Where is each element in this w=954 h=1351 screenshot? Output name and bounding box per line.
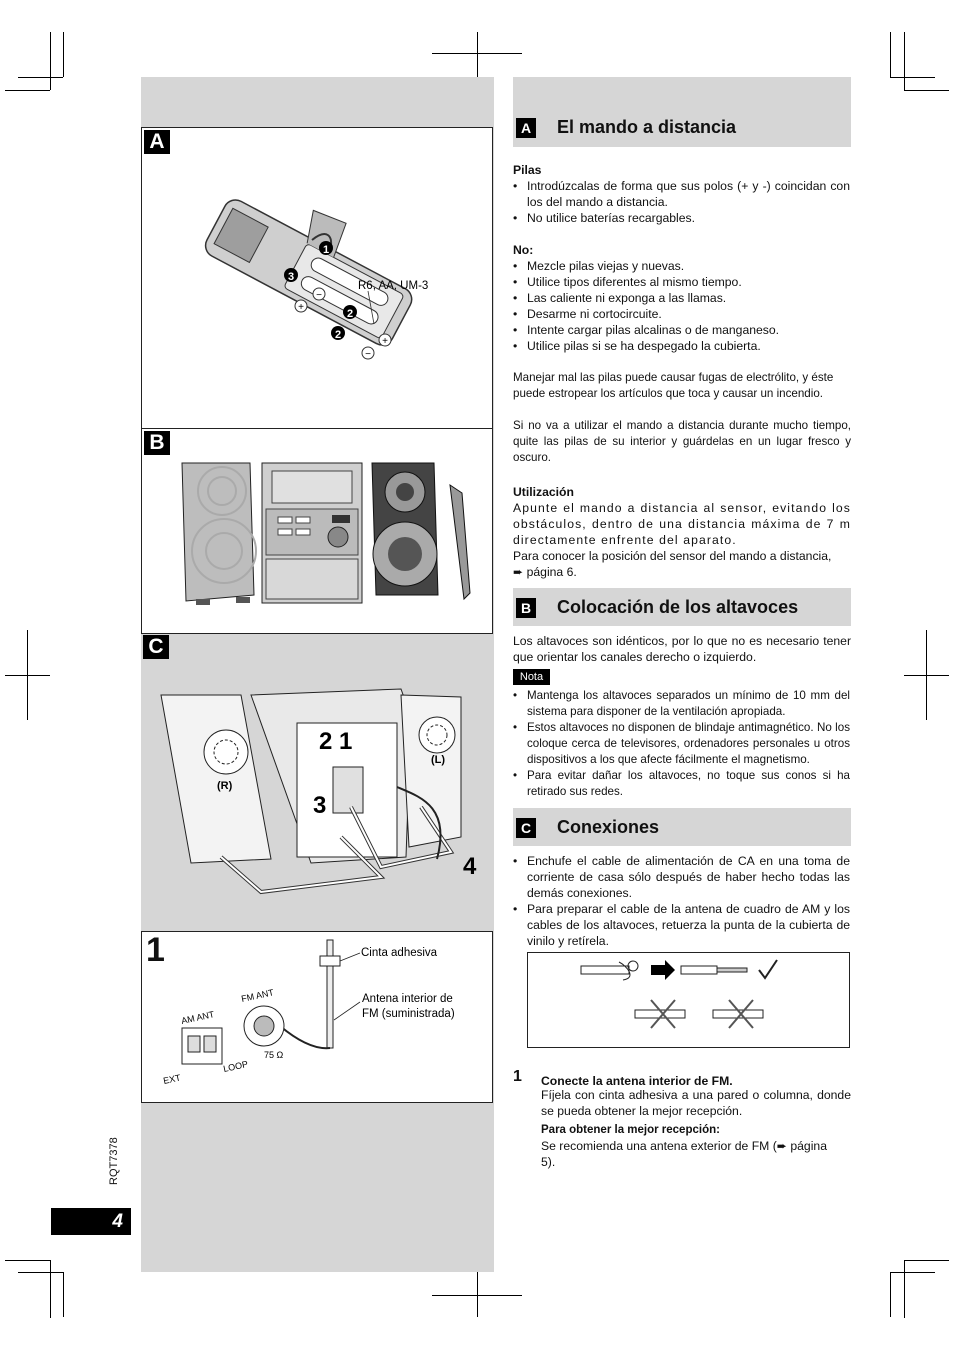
crop-mark — [5, 1260, 50, 1261]
step-numbers-2-1: 2 1 — [319, 728, 353, 755]
wire-stripping-figure — [527, 952, 851, 1049]
list-item: • Mantenga los altavoces separados un mínimo de 10 mm del sistema para disponer de la ventilación apropiada. — [513, 689, 850, 718]
section-tag: A — [516, 118, 536, 138]
step-number: 1 — [322, 244, 330, 256]
section-tag: C — [516, 818, 536, 838]
crop-mark — [50, 1260, 51, 1318]
list-item: • Desarme ni cortocircuite. — [513, 307, 662, 321]
step-text: Fíjela con cinta adhesiva a una pared o columna, donde se pueda obtener la mejor recepción. — [541, 1088, 851, 1118]
arrow-icon: ➨ — [513, 565, 524, 579]
note-tag: Nota — [513, 669, 550, 685]
list-item: • Utilice pilas si se ha despegado la cubierta. — [513, 339, 761, 353]
section-a-header — [513, 77, 851, 147]
figure-step-number: 1 — [146, 931, 165, 969]
figure-b-speakers — [141, 428, 493, 634]
step-number: 3 — [287, 271, 295, 283]
section-c-header — [513, 808, 851, 846]
figure-tag: C — [143, 635, 169, 659]
connections-illustration — [151, 677, 491, 907]
section-b-header — [513, 588, 851, 626]
best-reception-heading: Para obtener la mejor recepción: — [541, 1124, 720, 1136]
remote-control-illustration — [142, 128, 492, 428]
section-tag: B — [516, 598, 536, 618]
ohm-label: 75 Ω — [264, 1050, 284, 1060]
notes-list — [513, 688, 851, 800]
pilas-list — [513, 178, 851, 226]
step-number: 2 — [334, 329, 342, 341]
list-item: • Utilice tipos diferentes al mismo tiempo. — [513, 275, 742, 289]
polarity-minus: − — [316, 290, 322, 301]
usage-heading: Utilización — [513, 485, 574, 499]
list-item: • Las caliente ni exponga a las llamas. — [513, 291, 727, 305]
crop-mark — [477, 32, 478, 77]
speakers-intro: Los altavoces son idénticos, por lo que no es necesario tener que orientar los canales derecho o izquierdo. — [513, 634, 851, 664]
polarity-plus: + — [298, 302, 304, 313]
fm-ant-label: FM ANT — [240, 987, 275, 1004]
section-title: Colocación de los altavoces — [557, 597, 799, 617]
crop-mark — [904, 32, 905, 90]
ext-label: EXT — [162, 1072, 182, 1086]
list-item: • Para preparar el cable de la antena de cuadro de AM y los cables de los altavoces, retuerza la punta de la cubierta de vinilo y retírela. — [513, 902, 850, 948]
figure-step1-fm-antenna — [141, 931, 493, 1103]
antenna-label-line2: FM (suministrada) — [362, 1008, 455, 1020]
figure-tag: B — [144, 431, 170, 455]
arrow-icon: ➨ — [776, 1139, 787, 1153]
list-item: • Estos altavoces no disponen de blindaje antimagnético. No los coloque cerca de televisores, ordenadores personales u otros dispositivos a los que afecte fácilmente el magnetismo. — [513, 721, 850, 766]
battery-warning: Manejar mal las pilas puede causar fugas de electrólito, y éste puede estropear los artículos que toca y causar un incendio. — [513, 371, 834, 400]
antenna-label-line1: Antena interior de — [362, 993, 453, 1005]
crop-mark — [904, 1260, 905, 1318]
crop-mark — [926, 630, 927, 720]
page-reference: página 6. — [526, 565, 577, 579]
list-item: • Enchufe el cable de alimentación de CA en una toma de corriente de casa sólo después de haber hecho todas las demás conexiones. — [513, 854, 850, 900]
section-title: Conexiones — [557, 817, 660, 837]
left-speaker-label: (L) — [431, 754, 446, 766]
best-reception-text: Se recomienda una antena exterior de FM (➨ página 5). — [541, 1139, 827, 1169]
right-speaker-label: (R) — [217, 780, 233, 792]
storage-warning: Si no va a utilizar el mando a distancia durante mucho tiempo, quite las pilas de su interior y guárdelas en un lugar fresco y oscuro. — [513, 419, 851, 464]
figure-column — [141, 77, 494, 1272]
crop-mark — [904, 1260, 949, 1261]
crop-mark — [890, 1272, 891, 1317]
crop-mark — [477, 1272, 478, 1317]
crop-mark — [63, 32, 64, 77]
list-item: • No utilice baterías recargables. — [513, 211, 696, 225]
crop-mark — [27, 630, 28, 720]
usage-text: Apunte el mando a distancia al sensor, evitando los obstáculos, dentro de una distancia máxima de 7 m directamente enfrente del aparato. — [513, 501, 851, 547]
polarity-minus: − — [365, 349, 371, 360]
crop-mark — [18, 77, 63, 78]
crop-mark — [5, 90, 50, 91]
pilas-heading: Pilas — [513, 163, 542, 177]
usage-ref — [513, 564, 577, 580]
list-item: • Para evitar dañar los altavoces, no toque sus conos si ha retirado sus redes. — [513, 769, 850, 798]
crop-mark — [904, 90, 949, 91]
list-item: • Intente cargar pilas alcalinas o de manganeso. — [513, 323, 780, 337]
figure-tag: A — [144, 130, 170, 154]
connections-list — [513, 853, 851, 949]
polarity-plus: + — [382, 336, 388, 347]
figure-a-remote-battery — [141, 127, 493, 429]
step-title: Conecte la antena interior de FM. — [541, 1074, 733, 1088]
document-code: RQT7378 — [108, 1137, 120, 1185]
tape-label: Cinta adhesiva — [361, 947, 438, 959]
speakers-illustration — [142, 429, 492, 633]
step-number: 2 — [346, 308, 354, 320]
crop-mark — [18, 1272, 63, 1273]
step-number-4: 4 — [463, 853, 477, 880]
usage-text-2: Para conocer la posición del sensor del mando a distancia, — [513, 549, 832, 563]
crop-mark — [890, 77, 935, 78]
loop-label: LOOP — [222, 1058, 249, 1074]
step-number-3: 3 — [313, 792, 327, 819]
no-heading: No: — [513, 243, 534, 257]
list-item: • Mezcle pilas viejas y nuevas. — [513, 259, 685, 273]
section-title: El mando a distancia — [557, 117, 737, 137]
am-ant-label: AM ANT — [180, 1009, 216, 1026]
page-number: 4 — [51, 1208, 131, 1235]
crop-mark — [50, 32, 51, 90]
battery-type-label: R6, AA, UM-3 — [358, 280, 429, 292]
list-item: • Introdúzcalas de forma que sus polos (+ y -) coincidan con los del mando a distancia. — [513, 179, 850, 209]
crop-mark — [63, 1272, 64, 1317]
fm-antenna-illustration — [142, 932, 492, 1102]
crop-mark — [890, 32, 891, 77]
no-list — [513, 258, 851, 354]
crop-mark — [890, 1272, 935, 1273]
step-number: 1 — [513, 1068, 522, 1085]
